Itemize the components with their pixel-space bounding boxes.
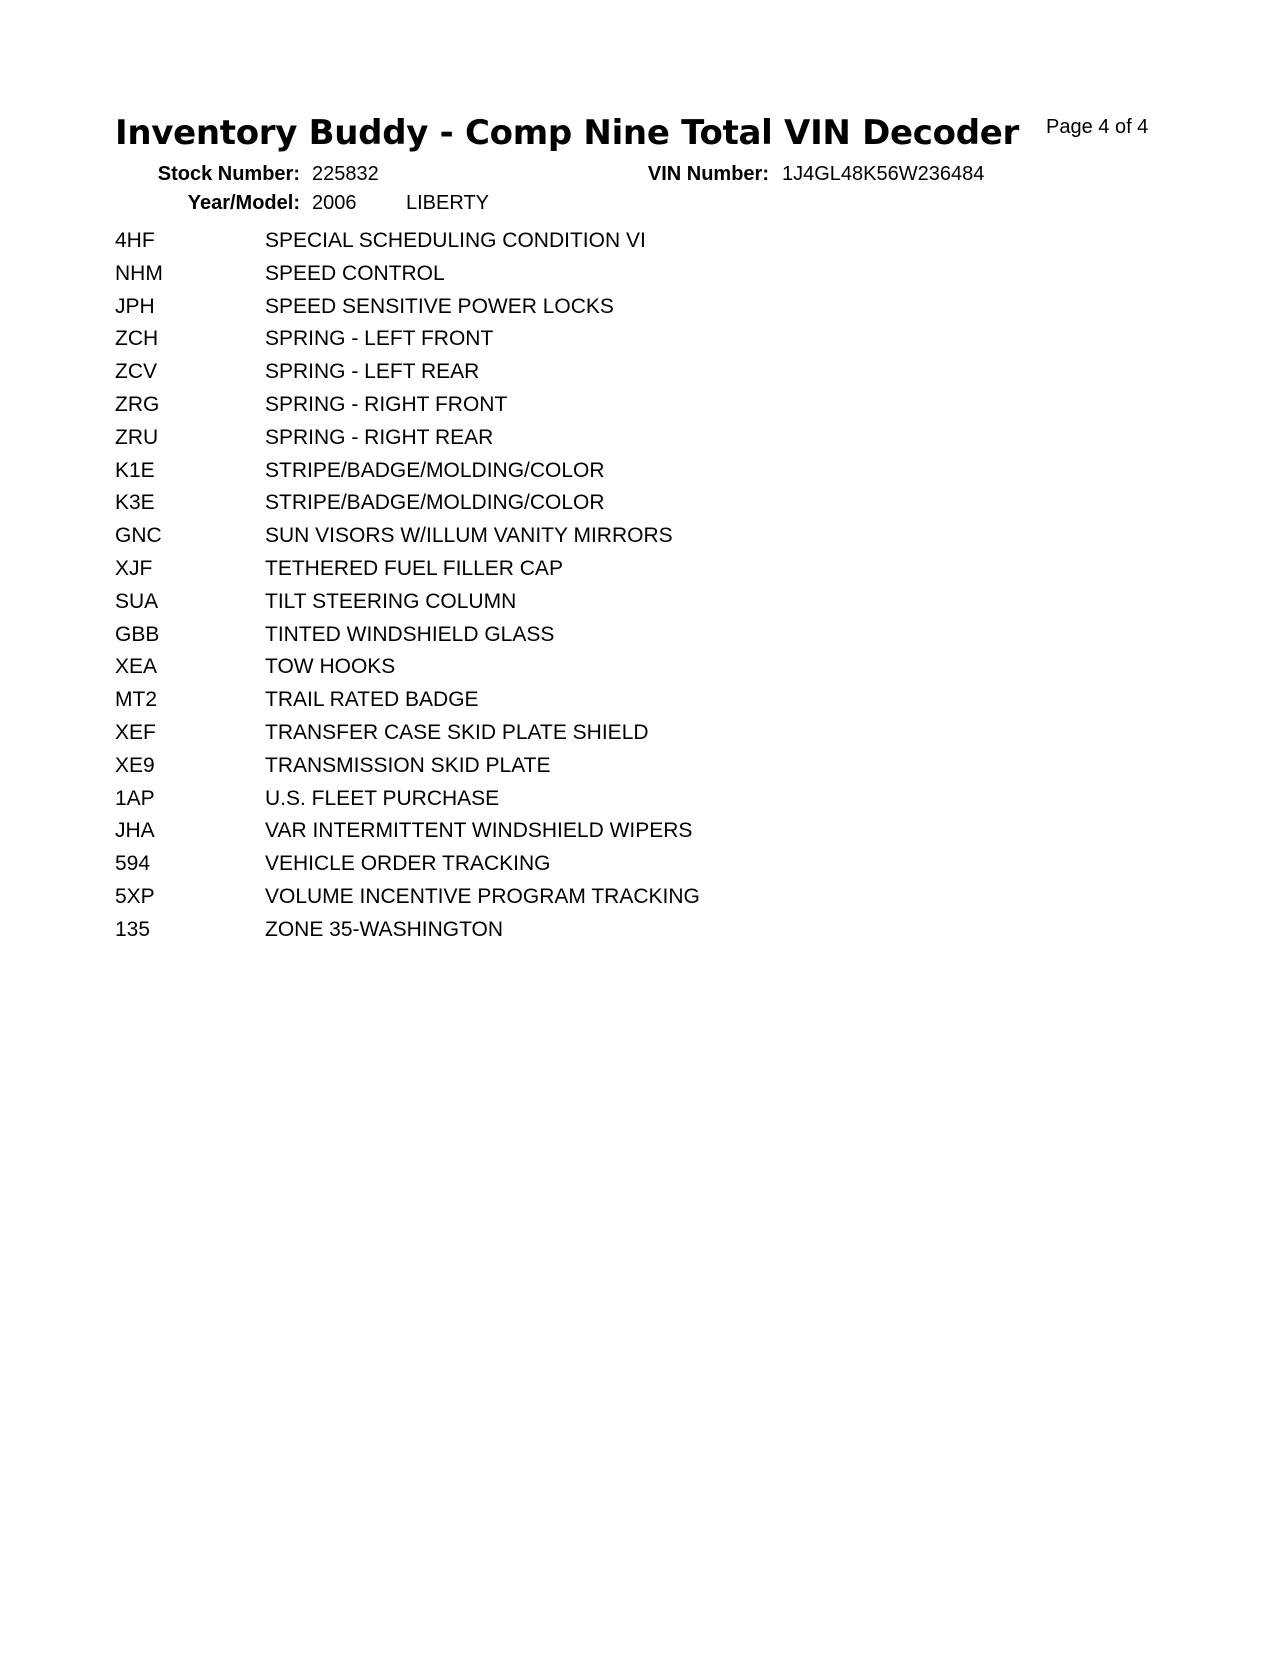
option-code: 5XP	[115, 884, 155, 908]
option-description: TRANSFER CASE SKID PLATE SHIELD	[265, 720, 649, 744]
stock-number-label: Stock Number:	[157, 163, 300, 185]
option-code: JHA	[115, 819, 155, 843]
option-code: ZRG	[115, 392, 160, 416]
option-row	[115, 787, 1015, 820]
option-description: STRIPE/BADGE/MOLDING/COLOR	[265, 491, 605, 515]
option-code: SUA	[115, 589, 159, 613]
option-row	[115, 754, 1015, 787]
report-title: Inventory Buddy - Comp Nine Total VIN Decoder	[115, 113, 1019, 153]
option-description: VEHICLE ORDER TRACKING	[265, 852, 551, 876]
option-row	[115, 360, 1015, 393]
option-description: VOLUME INCENTIVE PROGRAM TRACKING	[265, 884, 700, 908]
option-row	[115, 852, 1015, 885]
option-description: SUN VISORS W/ILLUM VANITY MIRRORS	[265, 524, 673, 548]
option-description: SPRING - RIGHT FRONT	[265, 392, 508, 416]
option-code: K3E	[115, 491, 155, 515]
option-code: GNC	[115, 524, 162, 548]
option-description: SPEED CONTROL	[265, 261, 445, 285]
option-description: SPEED SENSITIVE POWER LOCKS	[265, 294, 614, 318]
option-row	[115, 491, 1015, 524]
option-row	[115, 459, 1015, 492]
option-row	[115, 229, 1015, 262]
option-code: MT2	[115, 688, 157, 712]
option-description: SPRING - LEFT REAR	[265, 360, 480, 384]
option-code: 1AP	[115, 786, 155, 810]
option-code: JPH	[115, 294, 155, 318]
option-code: 594	[115, 852, 151, 876]
option-description: TINTED WINDSHIELD GLASS	[265, 622, 555, 646]
option-code: GBB	[115, 622, 160, 646]
option-code: XE9	[115, 753, 155, 777]
option-row	[115, 885, 1015, 918]
option-code: 4HF	[115, 229, 155, 252]
option-description: ZONE 35-WASHINGTON	[265, 917, 504, 941]
option-row	[115, 524, 1015, 557]
option-description: TOW HOOKS	[265, 655, 396, 679]
vin-number-label: VIN Number:	[647, 163, 769, 185]
stock-number-value: 225832	[312, 163, 379, 185]
option-description: SPECIAL SCHEDULING CONDITION VI	[265, 229, 646, 252]
option-description: U.S. FLEET PURCHASE	[265, 786, 500, 810]
page-number: Page 4 of 4	[1046, 116, 1149, 138]
option-row	[115, 262, 1015, 295]
option-code: XJF	[115, 556, 153, 580]
option-description: TETHERED FUEL FILLER CAP	[265, 556, 563, 580]
option-description: TILT STEERING COLUMN	[265, 589, 517, 613]
option-row	[115, 393, 1015, 426]
option-row	[115, 688, 1015, 721]
option-code: NHM	[115, 261, 163, 285]
option-code: ZCV	[115, 360, 157, 384]
option-description: STRIPE/BADGE/MOLDING/COLOR	[265, 458, 605, 482]
option-description: VAR INTERMITTENT WINDSHIELD WIPERS	[265, 819, 693, 843]
option-code: K1E	[115, 458, 155, 482]
vin-number-value: 1J4GL48K56W236484	[782, 163, 985, 185]
model-value: LIBERTY	[406, 192, 489, 214]
option-description: SPRING - LEFT FRONT	[265, 327, 494, 351]
option-code: XEF	[115, 720, 156, 744]
option-code-list	[115, 229, 1015, 951]
year-value: 2006	[312, 192, 357, 214]
option-description: SPRING - RIGHT REAR	[265, 425, 494, 449]
option-row	[115, 295, 1015, 328]
option-row	[115, 819, 1015, 852]
option-code: 135	[115, 917, 151, 941]
option-description: TRAIL RATED BADGE	[265, 688, 479, 712]
option-row	[115, 327, 1015, 360]
option-row	[115, 918, 1015, 951]
option-row	[115, 721, 1015, 754]
option-code: ZCH	[115, 327, 159, 351]
option-description: TRANSMISSION SKID PLATE	[265, 753, 551, 777]
option-row	[115, 623, 1015, 656]
option-row	[115, 557, 1015, 590]
option-row	[115, 655, 1015, 688]
option-code: XEA	[115, 655, 158, 679]
option-code: ZRU	[115, 425, 159, 449]
year-model-label: Year/Model:	[187, 192, 300, 214]
option-row	[115, 426, 1015, 459]
option-row	[115, 590, 1015, 623]
